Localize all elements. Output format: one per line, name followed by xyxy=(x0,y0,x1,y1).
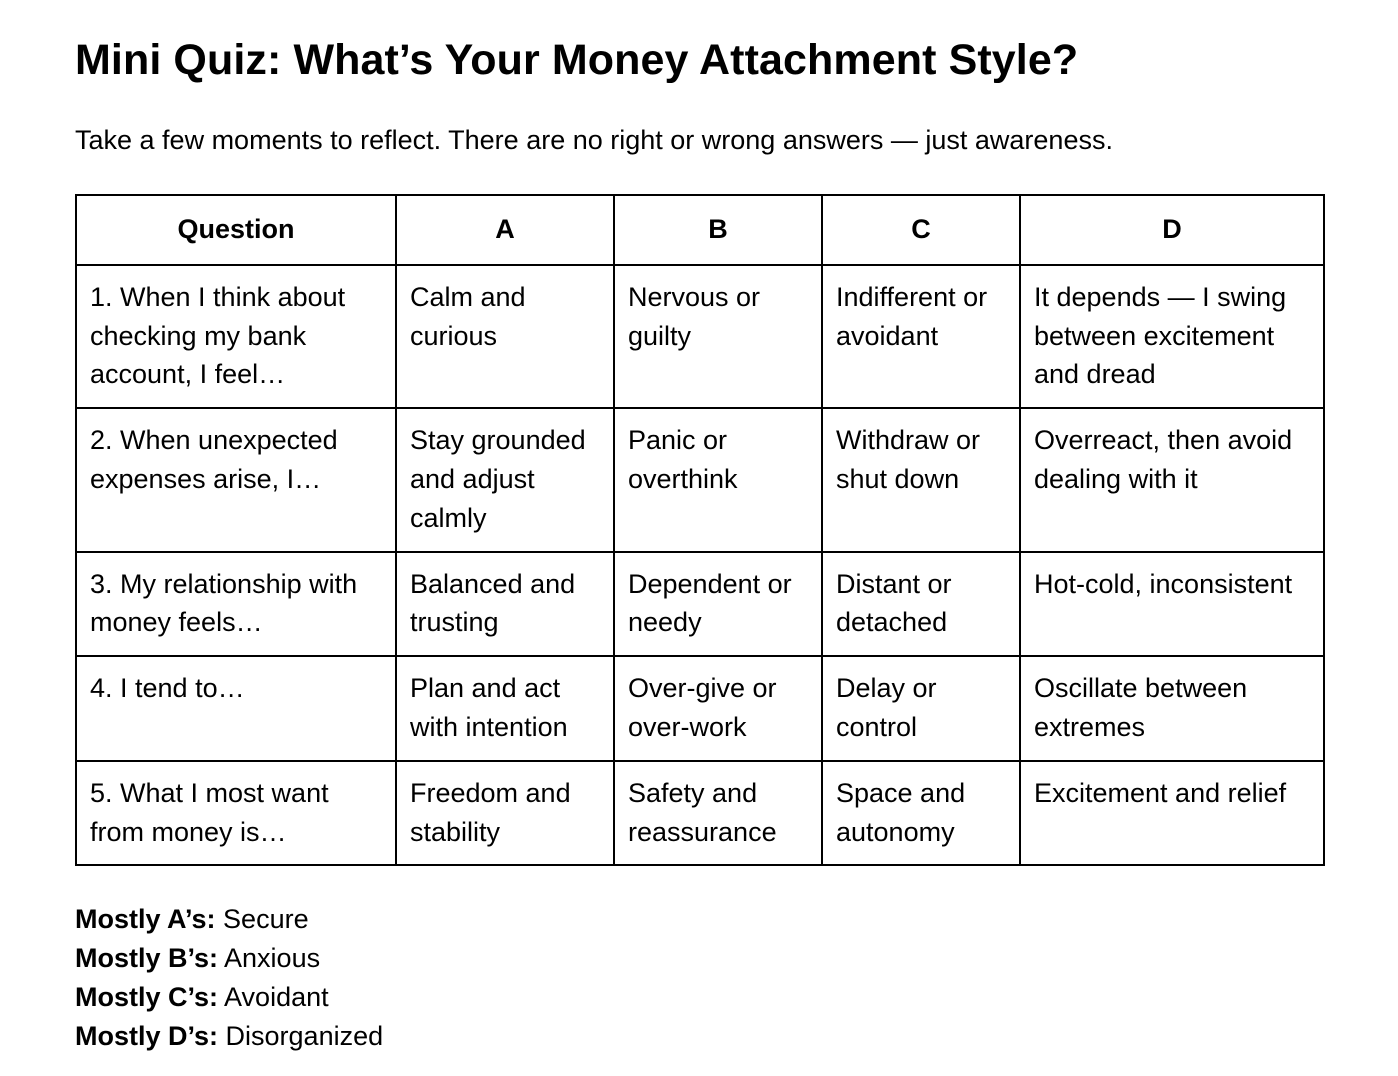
header-d: D xyxy=(1020,195,1324,265)
answer-c-cell: Delay or control xyxy=(822,656,1020,761)
header-a: A xyxy=(396,195,614,265)
question-cell: 5. What I most want from money is… xyxy=(76,761,396,866)
table-row xyxy=(76,265,1324,408)
result-label: Mostly C’s: xyxy=(75,981,219,1012)
result-value: Avoidant xyxy=(224,981,329,1012)
result-value: Disorganized xyxy=(225,1020,384,1051)
result-label: Mostly D’s: xyxy=(75,1020,219,1051)
page-title: Mini Quiz: What’s Your Money Attachment Style? xyxy=(75,36,1079,84)
result-line xyxy=(75,978,1398,1017)
table-row xyxy=(76,761,1324,866)
result-line xyxy=(75,939,1398,978)
answer-a-cell: Stay grounded and adjust calmly xyxy=(396,408,614,551)
result-label: Mostly B’s: xyxy=(75,943,219,974)
answer-b-cell: Panic or overthink xyxy=(614,408,822,551)
answer-d-cell: Oscillate between extremes xyxy=(1020,656,1324,761)
answer-b-cell: Safety and reassurance xyxy=(614,761,822,866)
answer-d-cell: Hot-cold, inconsistent xyxy=(1020,552,1324,657)
table-row xyxy=(76,552,1324,657)
result-value: Secure xyxy=(223,904,309,935)
answer-d-cell: Overreact, then avoid dealing with it xyxy=(1020,408,1324,551)
answer-c-cell: Withdraw or shut down xyxy=(822,408,1020,551)
result-line xyxy=(75,1017,1398,1056)
result-line xyxy=(75,900,1398,939)
result-label: Mostly A’s: xyxy=(75,904,216,935)
answer-c-cell: Distant or detached xyxy=(822,552,1020,657)
answer-c-cell: Space and autonomy xyxy=(822,761,1020,866)
answer-a-cell: Plan and act with intention xyxy=(396,656,614,761)
answer-d-cell: It depends — I swing between excitement and dread xyxy=(1020,265,1324,408)
answer-a-cell: Balanced and trusting xyxy=(396,552,614,657)
question-cell: 3. My relationship with money feels… xyxy=(76,552,396,657)
table-row xyxy=(76,656,1324,761)
answer-d-cell: Excitement and relief xyxy=(1020,761,1324,866)
answer-a-cell: Calm and curious xyxy=(396,265,614,408)
header-b: B xyxy=(614,195,822,265)
question-cell: 2. When unexpected expenses arise, I… xyxy=(76,408,396,551)
answer-a-cell: Freedom and stability xyxy=(396,761,614,866)
answer-b-cell: Dependent or needy xyxy=(614,552,822,657)
header-question: Question xyxy=(76,195,396,265)
quiz-table xyxy=(75,194,1325,866)
intro-text: Take a few moments to reflect. There are no right or wrong answers — just awareness. xyxy=(75,125,1113,155)
table-row xyxy=(76,408,1324,551)
answer-b-cell: Nervous or guilty xyxy=(614,265,822,408)
answer-c-cell: Indifferent or avoidant xyxy=(822,265,1020,408)
results-legend xyxy=(75,900,1398,1055)
result-value: Anxious xyxy=(224,943,321,974)
table-header-row xyxy=(76,195,1324,265)
answer-b-cell: Over-give or over-work xyxy=(614,656,822,761)
header-c: C xyxy=(822,195,1020,265)
question-cell: 4. I tend to… xyxy=(76,656,396,761)
question-cell: 1. When I think about checking my bank account, I feel… xyxy=(76,265,396,408)
